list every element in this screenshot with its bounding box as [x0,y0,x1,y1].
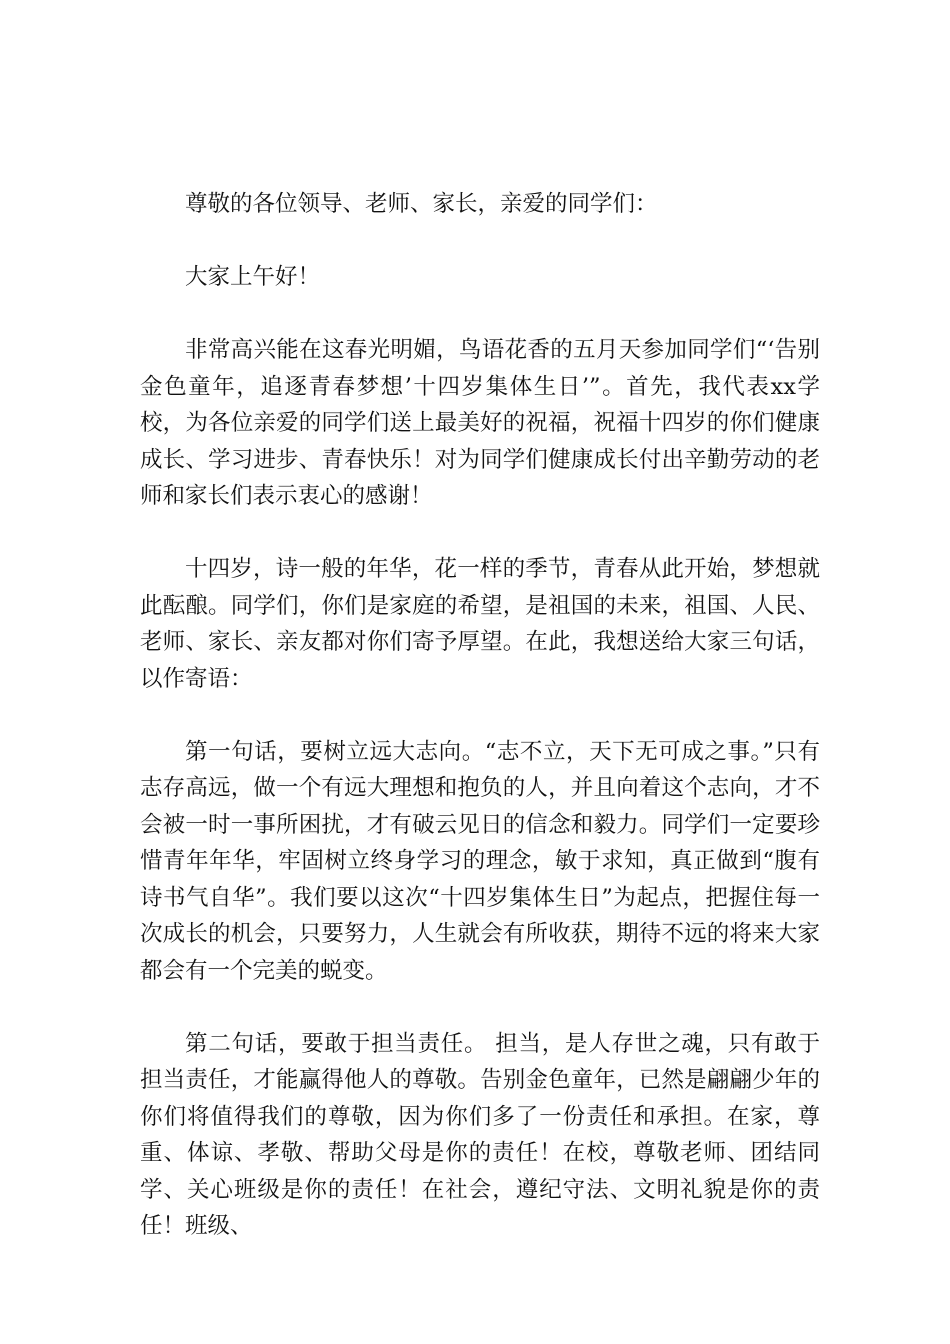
speech-body [140,186,820,1281]
greeting: 大家上午好！ [185,264,321,290]
opening-paragraph: 非常高兴能在这春光明媚，鸟语花香的五月天参加同学们“‘告别金色童年，追逐青春梦想’十四岁集体生日’”。首先，我代表xx学校，为各位亲爱的同学们送上最美好的祝福，祝福十四岁的你们健康成长、学习进步、青春快乐！对为同学们健康成长付出辛勤劳动的老师和家长们表示衷心的感谢！ [140,337,820,509]
second-message-paragraph: 第二句话，要敢于担当责任。 担当，是人存世之魂，只有敢于担当责任，才能赢得他人的尊敬。告别金色童年，已然是翩翩少年的你们将值得我们的尊敬，因为你们多了一份责任和承担。在家，尊重、体谅、孝敬、帮助父母是你的责任！在校，尊敬老师、团结同学、关心班级是你的责任！在社会，遵纪守法、文明礼貌是你的责任！班级、 [140,1030,820,1239]
first-message-paragraph: 第一句话，要树立远大志向。“志不立，天下无可成之事。”只有志存高远，做一个有远大理想和抱负的人，并且向着这个志向，才不会被一时一事所困扰，才有破云见日的信念和毅力。同学们一定要珍惜青年年华，牢固树立终身学习的理念，敏于求知，真正做到“腹有诗书气自华”。我们要以这次“十四岁集体生日”为起点，把握住每一次成长的机会，只要努力，人生就会有所收获，期待不远的将来大家都会有一个完美的蜕变。 [140,738,820,984]
salutation: 尊敬的各位领导、老师、家长，亲爱的同学们： [185,191,658,217]
fourteen-years-paragraph: 十四岁，诗一般的年华，花一样的季节，青春从此开始，梦想就此酝酿。同学们，你们是家庭的希望，是祖国的未来，祖国、人民、老师、家长、亲友都对你们寄予厚望。在此，我想送给大家三句话，以作寄语： [140,556,820,692]
